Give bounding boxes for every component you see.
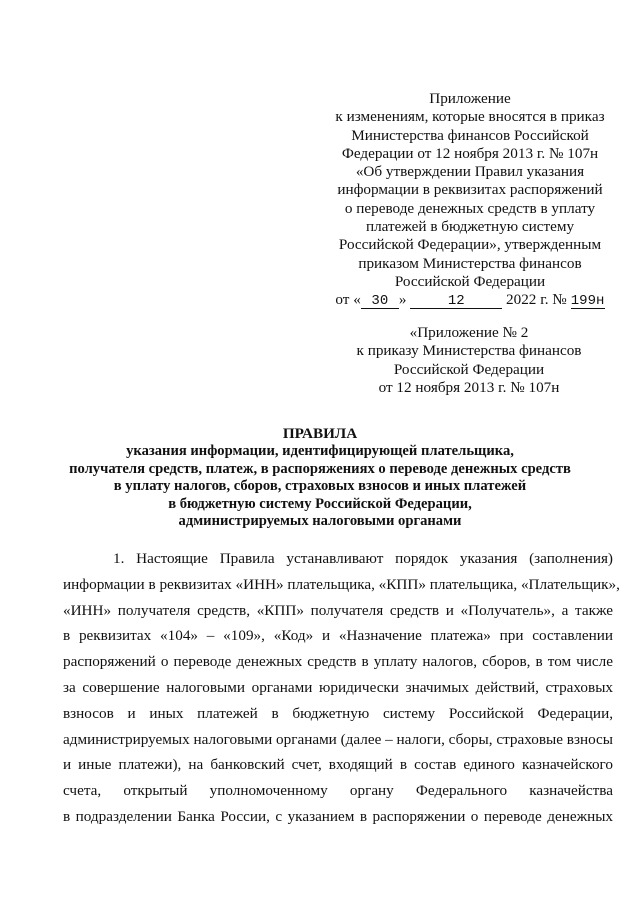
appendix-line: Приложение <box>429 90 511 107</box>
date-year: 2022 г. № <box>506 291 567 309</box>
paragraph-line: распоряжений о переводе денежных средств в уплату налогов, сборов, в том числе <box>63 653 613 671</box>
document-subtitle <box>20 443 620 531</box>
appendix-line: Министерства финансов Российской <box>351 126 589 144</box>
annex2-line: «Приложение № 2 <box>409 324 529 341</box>
annex2-line: к приказу Министерства финансов <box>356 342 582 360</box>
appendix-line: Федерации от 12 ноября 2013 г. № 107н <box>341 144 599 162</box>
appendix-line: о переводе денежных средств в уплату <box>344 199 596 217</box>
document-title: ПРАВИЛА <box>282 425 358 442</box>
subtitle-line: получателя средств, платеж, в распоряжениях о переводе денежных средств <box>69 460 571 477</box>
paragraph-1 <box>63 546 620 830</box>
subtitle-line: в бюджетную систему Российской Федерации, <box>168 495 472 512</box>
appendix-line: приказом Министерства финансов <box>358 254 582 272</box>
paragraph-line: в реквизитах «104» – «109», «Код» и «Назначение платежа» при составлении <box>63 627 613 645</box>
paragraph-line: 1. Настоящие Правила устанавливают порядок указания (заполнения) <box>113 550 613 567</box>
paragraph-line: информации в реквизитах «ИНН» плательщика, «КПП» плательщика, «Плательщик», <box>63 575 620 593</box>
annex2-header <box>340 324 598 397</box>
date-month-field: 12 <box>410 294 502 309</box>
subtitle-line: в уплату налогов, сборов, страховых взносов и иных платежей <box>113 478 527 495</box>
annex2-line: Российской Федерации <box>393 360 545 378</box>
order-date-line <box>300 291 640 309</box>
appendix-line: Российской Федерации <box>394 272 546 290</box>
date-prefix: от « <box>335 291 361 309</box>
date-day-field: 30 <box>361 294 399 309</box>
order-number-field: 199н <box>570 293 605 310</box>
appendix-line: «Об утверждении Правил указания <box>355 163 585 181</box>
paragraph-line: счета, открытый уполномоченному органу Федерального казначейства <box>63 782 613 800</box>
appendix-header <box>300 90 640 310</box>
annex2-line: от 12 ноября 2013 г. № 107н <box>378 378 560 396</box>
paragraph-line: «ИНН» получателя средств, «КПП» получателя средств и «Получатель», а также <box>63 601 613 619</box>
paragraph-line: взносов и иных платежей в бюджетную систему Российской Федерации, <box>63 704 613 722</box>
paragraph-line: администрируемых налоговыми органами (далее – налоги, сборы, страховые взносы <box>63 730 613 748</box>
appendix-line: Российской Федерации», утвержденным <box>338 236 602 254</box>
appendix-line: платежей в бюджетную систему <box>365 218 575 236</box>
subtitle-line: указания информации, идентифицирующей плательщика, <box>126 443 514 459</box>
paragraph-line: и иные платежи), на банковский счет, входящий в состав единого казначейского <box>63 756 613 774</box>
appendix-line: к изменениям, которые вносятся в приказ <box>335 108 605 126</box>
appendix-line: информации в реквизитах распоряжений <box>337 181 603 199</box>
date-mid: » <box>398 291 407 309</box>
subtitle-line: администрируемых налоговыми органами <box>178 513 462 530</box>
paragraph-line: за совершение налоговыми органами юридически значимых действий, страховых <box>63 678 613 696</box>
paragraph-line: в подразделении Банка России, с указанием в распоряжении о переводе денежных <box>63 807 613 825</box>
